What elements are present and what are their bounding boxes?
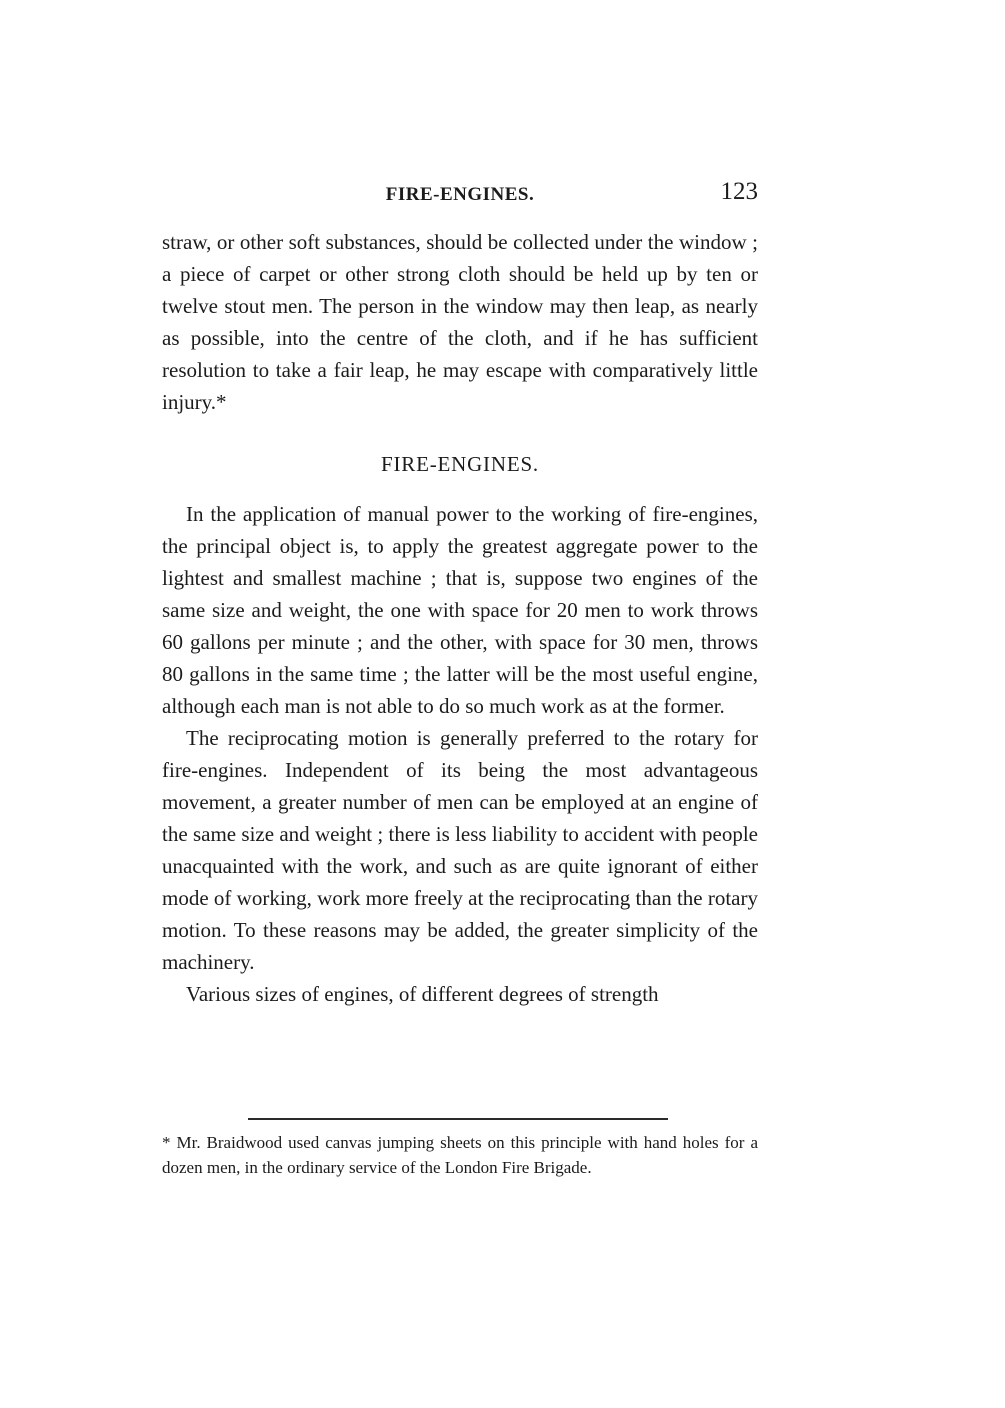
page-number: 123 (720, 178, 758, 205)
footnote (162, 1130, 758, 1180)
body-paragraph: The reciprocating motion is generally preferred to the rotary for fire-engines. Independent of its being the most advantageous movement, a greater number of men can be employed at an engine of the same size and weight ; there is less liability to accident with people unacquainted with the work, and such as are quite ignorant of either mode of working, work more freely at the reciprocating than the rotary motion. To these reasons may be added, the greater simplicity of the machinery. (162, 726, 758, 974)
footnote-divider (248, 1118, 668, 1120)
footnote-text: * Mr. Braidwood used canvas jumping sheets on this principle with hand holes for a dozen men, in the ordinary service of the London Fire Brigade. (162, 1133, 758, 1177)
section-heading: FIRE-ENGINES. (381, 452, 539, 476)
intro-paragraph: straw, or other soft substances, should be collected under the window ; a piece of carpet or other strong cloth should be held up by ten or twelve stout men. The person in the window may then leap, as nearly as possible, into the centre of the cloth, and if he has sufficient resolution to take a fair leap, he may escape with comparatively little injury.* (162, 230, 758, 414)
intro-text (162, 226, 758, 418)
running-title: FIRE-ENGINES. (385, 184, 535, 205)
running-head (162, 178, 758, 210)
section-body (162, 498, 758, 1010)
body-paragraph: Various sizes of engines, of different degrees of strength (186, 982, 659, 1006)
body-paragraph: In the application of manual power to the working of fire-engines, the principal object is, to apply the greatest aggregate power to the lightest and smallest machine ; that is, suppose two engines of the same size and weight, the one with space for 20 men to work throws 60 gallons per minute ; and the other, with space for 30 men, throws 80 gallons in the same time ; the latter will be the most useful engine, although each man is not able to do so much work as at the former. (162, 502, 758, 718)
